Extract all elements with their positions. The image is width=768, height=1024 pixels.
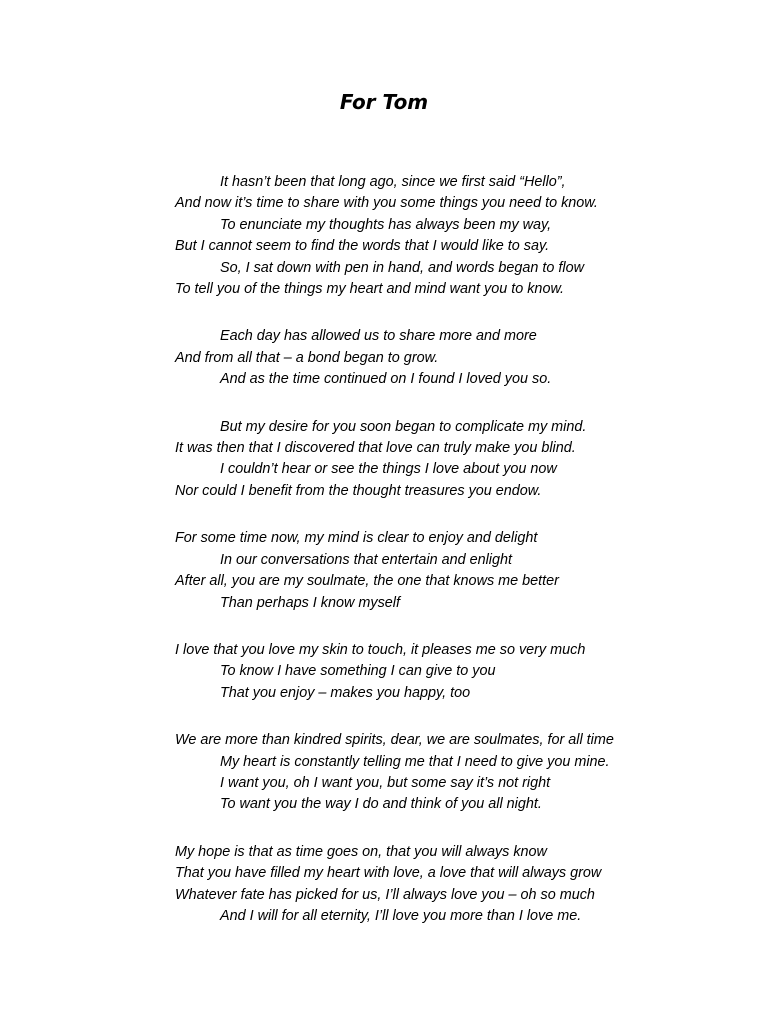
poem-line: And as the time continued on I found I loved you so. bbox=[220, 371, 552, 388]
poem-line: So, I sat down with pen in hand, and words began to flow bbox=[220, 259, 584, 276]
poem-line: It hasn’t been that long ago, since we first said “Hello”, bbox=[220, 174, 566, 190]
poem-line: That you enjoy – makes you happy, too bbox=[220, 684, 471, 701]
poem-line: Nor could I benefit from the thought treasures you endow. bbox=[175, 482, 542, 499]
poem-line: I love that you love my skin to touch, it pleases me so very much bbox=[175, 641, 586, 658]
poem-line: My heart is constantly telling me that I need to give you mine. bbox=[220, 753, 610, 770]
poem-line: And I will for all eternity, I’ll love you more than I love me. bbox=[220, 907, 582, 924]
poem-line: After all, you are my soulmate, the one that knows me better bbox=[175, 573, 559, 590]
poem-line: Each day has allowed us to share more and more bbox=[220, 328, 537, 345]
poem-line: For some time now, my mind is clear to enjoy and delight bbox=[175, 530, 538, 547]
poem-line: We are more than kindred spirits, dear, we are soulmates, for all time bbox=[175, 732, 614, 749]
stanza bbox=[175, 842, 755, 928]
poem-body bbox=[175, 172, 755, 953]
poem-line: But my desire for you soon began to complicate my mind. bbox=[220, 418, 587, 435]
stanza bbox=[175, 417, 755, 503]
poem-line: It was then that I discovered that love can truly make you blind. bbox=[175, 440, 576, 457]
stanza bbox=[175, 730, 755, 816]
poem-line: I want you, oh I want you, but some say it’s not right bbox=[220, 774, 551, 791]
poem-line: To tell you of the things my heart and mind want you to know. bbox=[175, 281, 565, 298]
poem-line: To know I have something I can give to you bbox=[220, 663, 496, 680]
poem-line: And now it’s time to share with you some things you need to know. bbox=[175, 195, 598, 212]
stanza bbox=[175, 528, 755, 614]
poem-line: And from all that – a bond began to grow. bbox=[175, 349, 439, 366]
poem-line: To enunciate my thoughts has always been my way, bbox=[220, 216, 552, 233]
poem-line: I couldn’t hear or see the things I love about you now bbox=[220, 461, 557, 478]
poem-line: My hope is that as time goes on, that you will always know bbox=[175, 843, 547, 860]
poem-line: But I cannot seem to find the words that I would like to say. bbox=[175, 238, 550, 255]
poem-line: That you have filled my heart with love, a love that will always grow bbox=[175, 865, 602, 882]
poem-line: Whatever fate has picked for us, I’ll always love you – oh so much bbox=[175, 886, 595, 903]
poem-title: For Tom bbox=[339, 90, 429, 114]
stanza bbox=[175, 326, 755, 390]
stanza bbox=[175, 172, 755, 300]
poem-line: In our conversations that entertain and enlight bbox=[220, 551, 513, 568]
poem-line: To want you the way I do and think of you all night. bbox=[220, 796, 542, 813]
stanza bbox=[175, 640, 755, 704]
poem-line: Than perhaps I know myself bbox=[220, 594, 400, 611]
